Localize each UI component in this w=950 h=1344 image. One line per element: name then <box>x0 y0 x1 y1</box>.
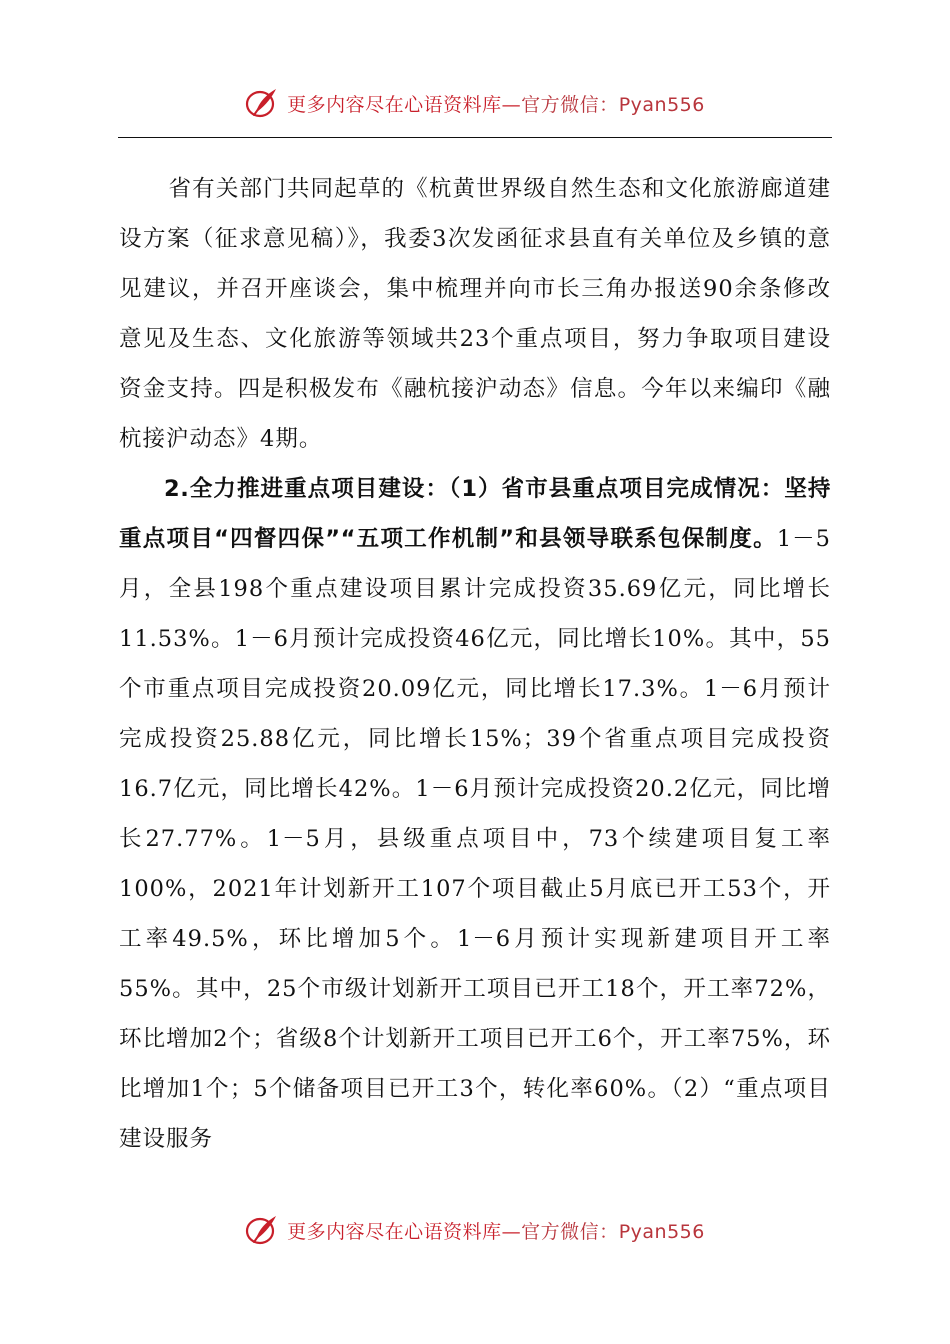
watermark-brand: 更多内容尽在心语资料库 <box>287 1220 502 1243</box>
watermark-label: 官方微信： <box>521 93 619 116</box>
paragraph-2-body: 1－5月，全县198个重点建设项目累计完成投资35.69亿元，同比增长11.53%。1－6月预计完成投资46亿元，同比增长10%。其中，55个市重点项目完成投资20.09亿元，同比增长17.3%。1－6月预计完成投资25.88亿元，同比增长15%；39个省重点项目完成投资16.7亿元，同比增长42%。1－6月预计完成投资20.2亿元，同比增长27.77%。1－5月，县级重点项目中，73个续建项目复工率100%，2021年计划新开工107个项目截止5月底已开工53个，开工率49.5%，环比增加5个。1－6月预计实现新建项目开工率55%。其中，25个市级计划新开工项目已开工18个，开工率72%，环比增加2个；省级8个计划新开工项目已开工6个，开工率75%，环比增加1个；5个储备项目已开工3个，转化率60%。（2）“重点项目建设服务 <box>119 526 831 1152</box>
watermark-brand: 更多内容尽在心语资料库 <box>287 93 502 116</box>
header-divider <box>118 137 832 138</box>
paragraph-2 <box>119 464 831 1164</box>
paragraph-1: 省有关部门共同起草的《杭黄世界级自然生态和文化旅游廊道建设方案（征求意见稿）》，我委3次发函征求县直有关单位及乡镇的意见建议，并召开座谈会，集中梳理并向市长三角办报送90余条修改意见及生态、文化旅游等领域共23个重点项目，努力争取项目建设资金支持。四是积极发布《融杭接沪动态》信息。今年以来编印《融杭接沪动态》4期。 <box>119 176 831 452</box>
watermark-dash: — <box>501 93 522 116</box>
watermark-label: 官方微信： <box>521 1220 619 1243</box>
watermark-text <box>287 1217 705 1244</box>
footer-watermark <box>0 1210 950 1250</box>
quill-logo-icon <box>245 1213 279 1247</box>
paragraph-2-heading: 2.全力推进重点项目建设：（1）省市县重点项目完成情况：坚持重点项目“四督四保”“五项工作机制”和县领导联系包保制度。 <box>119 476 831 552</box>
document-body <box>119 164 831 1164</box>
watermark-wechat-id: Pyan556 <box>618 1220 705 1243</box>
header-watermark <box>0 83 950 123</box>
quill-logo-icon <box>245 86 279 120</box>
watermark-text <box>287 90 705 117</box>
watermark-dash: — <box>501 1220 522 1243</box>
watermark-wechat-id: Pyan556 <box>618 93 705 116</box>
